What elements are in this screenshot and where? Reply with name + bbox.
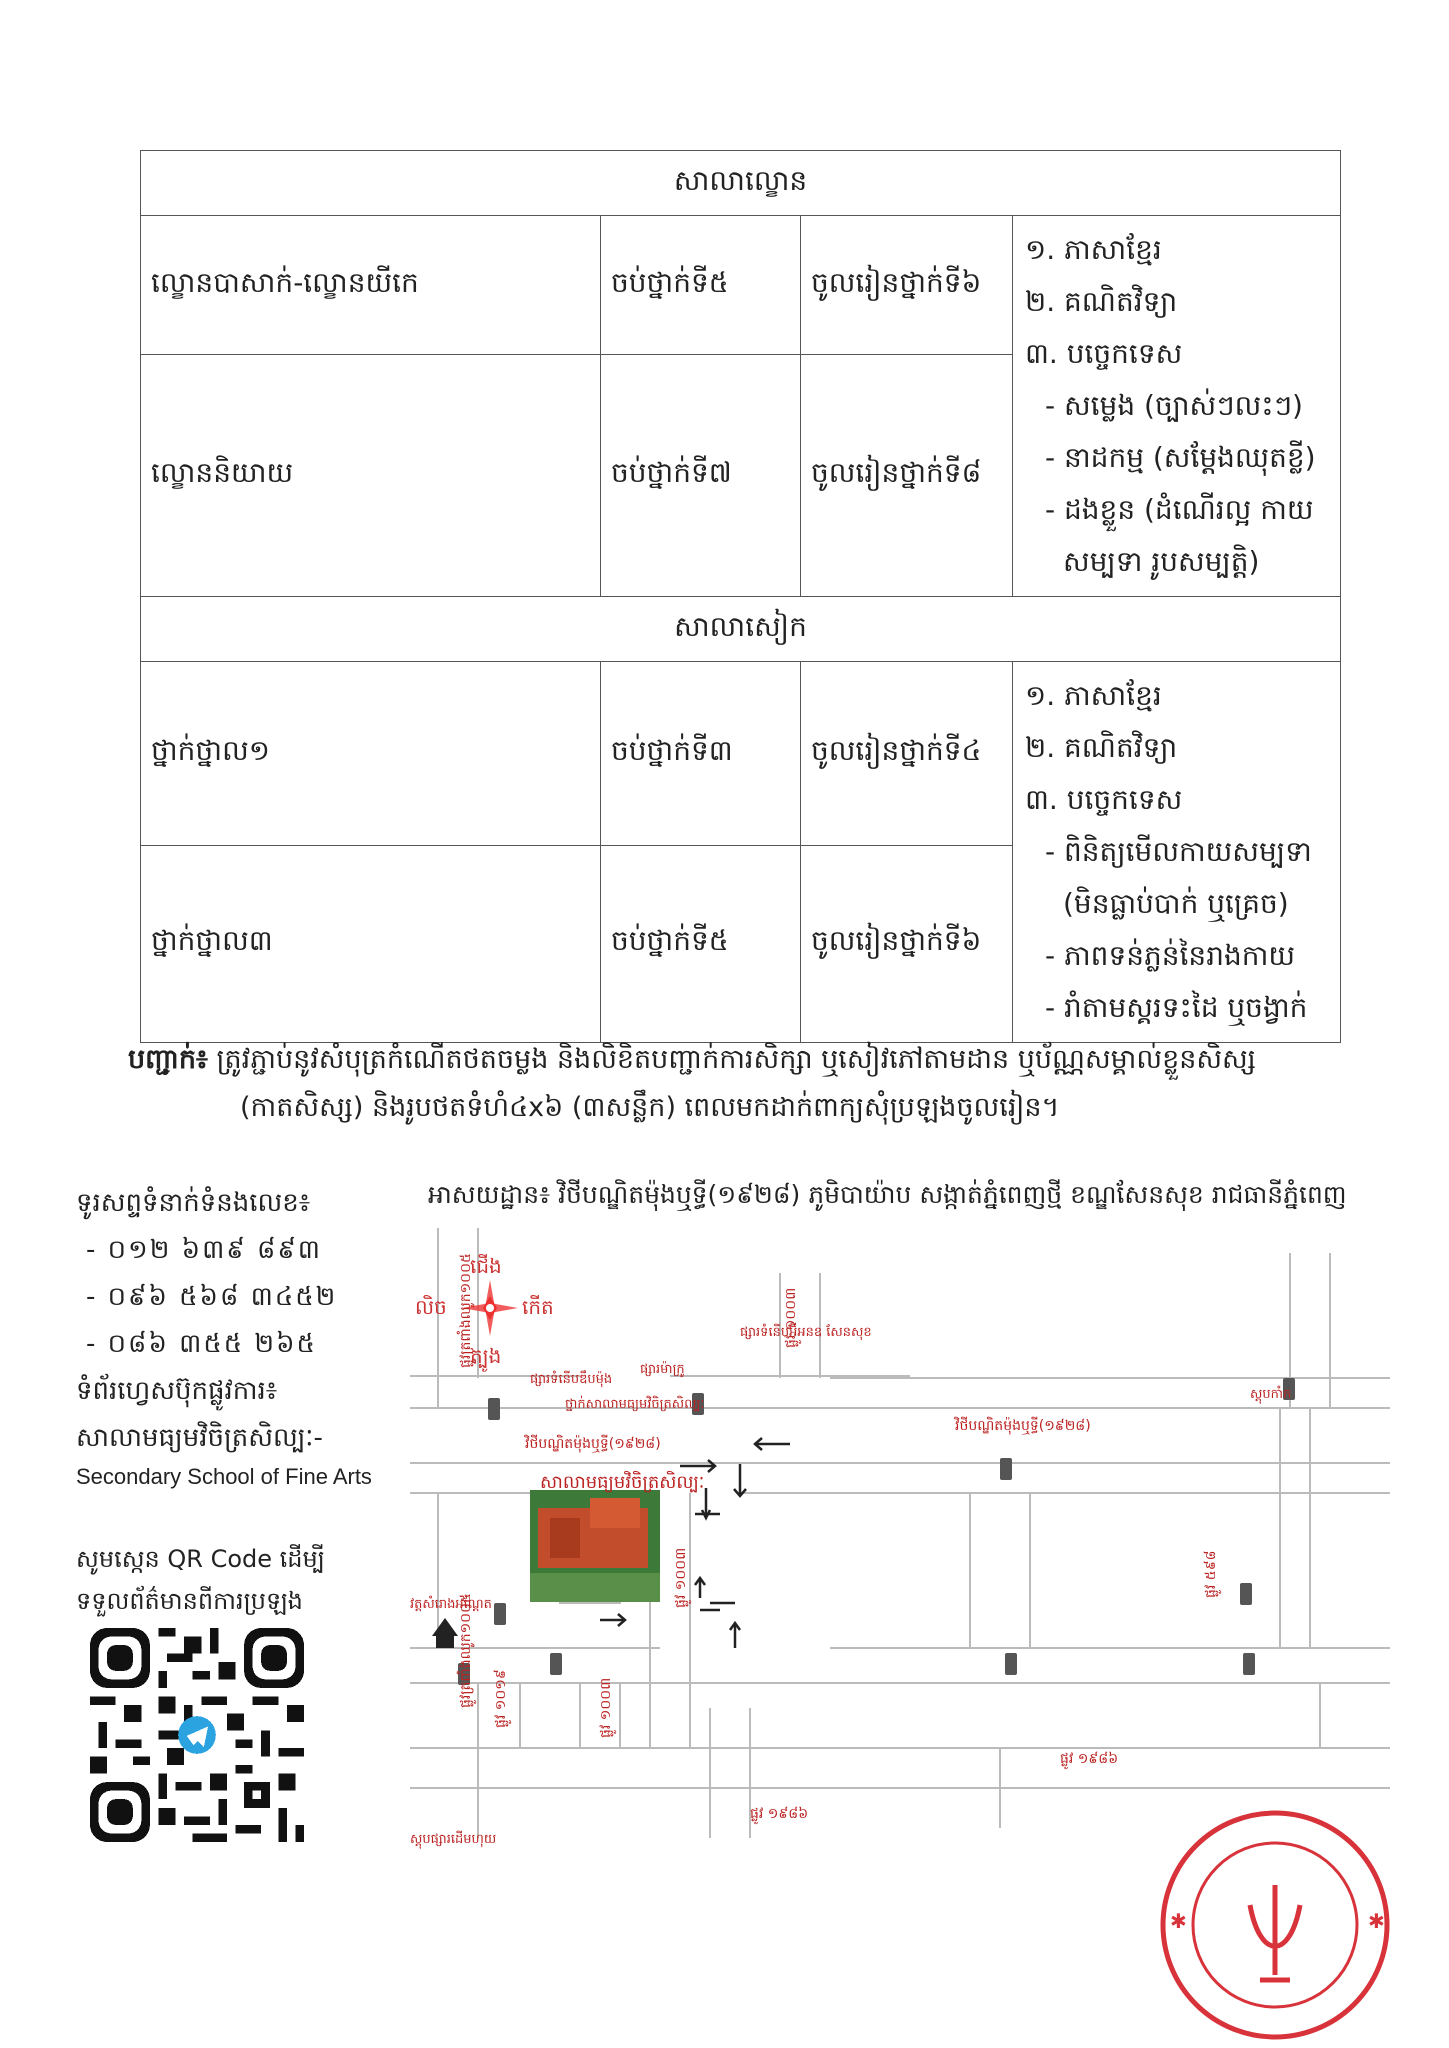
market-label: ផ្សារម៉ាក្រូ <box>640 1362 685 1377</box>
finished-grade: ចប់ថ្នាក់ទី៣ <box>601 662 801 846</box>
req-item: ២. គណិតវិទ្យា <box>1025 285 1178 318</box>
note-line-2: (កាតសិស្ស) និងរូបថតទំហំ៤x៦ (៣សន្លឹក) ពេលមកដាក់ពាក្យសុំប្រឡងចូលរៀន។ <box>240 1092 1060 1123</box>
note-label: បញ្ជាក់៖ <box>128 1044 208 1075</box>
market-label: ផ្សារទំនើបអ៊ីអនឧ សែនសុខ <box>740 1325 872 1340</box>
note <box>128 1036 1348 1132</box>
road-label: ផ្លូវ ១០០៣ <box>598 1677 614 1738</box>
req-item: ៣. បច្ចេកទេស <box>1025 337 1183 370</box>
requirements-circus <box>1013 662 1341 1043</box>
facebook-name-kh: សាលាមធ្យមវិចិត្រសិល្បៈ- <box>76 1423 323 1453</box>
enter-grade: ចូលរៀនថ្នាក់ទី៨ <box>801 355 1013 597</box>
road-label: ផ្លូវ ១០០៣ <box>783 1287 799 1348</box>
program-name: ល្ខោននិយាយ <box>141 355 601 597</box>
req-item: - រាំតាមស្គរទះដៃ ឬចង្វាក់ <box>1045 991 1308 1024</box>
req-item: ២. គណិតវិទ្យា <box>1025 731 1178 764</box>
requirements-theatre <box>1013 216 1341 597</box>
road-label: ផ្លូវ ១៩៨៦ <box>1060 1751 1119 1767</box>
contact-block <box>76 1180 372 1492</box>
section-title-theatre: សាលាល្ខោន <box>141 151 1341 216</box>
roundabout-label: ស្តុបកាំក <box>1250 1387 1292 1402</box>
program-name: ល្ខោនបាសាក់-ល្ខោនយីកេ <box>141 216 601 355</box>
compass-east: កើត <box>522 1295 554 1319</box>
address: អាសយដ្ឋាន៖ វិថីបណ្ឌិតម៉ុងឬទ្ធី(១៩២៨) ភូមិបាយ៉ាប សង្កាត់ភ្នំពេញថ្មី ខណ្ឌសែនសុខ រាជធានីភ្នំពេញ <box>428 1180 1347 1209</box>
finished-grade: ចប់ថ្នាក់ទី៧ <box>601 355 801 597</box>
exam-requirements-table <box>140 150 1341 1043</box>
compass-south: ត្បូង <box>470 1344 502 1368</box>
pagoda-icon <box>432 1618 458 1636</box>
pagoda-label: វត្តសំរោងអណ្ដែត <box>410 1597 492 1612</box>
phone-number: - ០៨៦ ៣៥៥ ២៦៥ <box>86 1329 317 1359</box>
section-title-circus: សាលាសៀក <box>141 597 1341 662</box>
road-label: ផ្លូវត្រពាំងឈូក១០០៥ <box>458 1253 474 1368</box>
road-label: វិថីបណ្ឌិតម៉ុងឬទ្ធី(១៩២៨) <box>525 1436 661 1452</box>
req-item: សម្បទា រូបសម្បត្តិ) <box>1063 545 1260 578</box>
market-label: ផ្សារទំនើបឌឹបម៉ុង <box>530 1372 613 1387</box>
enter-grade: ចូលរៀនថ្នាក់ទី៦ <box>801 216 1013 355</box>
req-item: (មិនធ្លាប់បាក់ ឬគ្រេច) <box>1063 887 1289 920</box>
req-item: - ពិនិត្យមើលកាយសម្បទា <box>1045 835 1312 868</box>
finished-grade: ចប់ថ្នាក់ទី៥ <box>601 216 801 355</box>
school-building-image <box>530 1490 660 1602</box>
req-item: ១. ភាសាខ្មែរ <box>1025 679 1162 712</box>
road-label: ផ្លូវ ៥៩៨ <box>1203 1550 1219 1598</box>
req-item: ១. ភាសាខ្មែរ <box>1025 233 1162 266</box>
road-label: ផ្លូវ ១០១៩ <box>493 1669 509 1728</box>
req-item: - ភាពទន់ភ្លន់នៃរាងកាយ <box>1045 939 1296 972</box>
enter-grade: ចូលរៀនថ្នាក់ទី៤ <box>801 662 1013 846</box>
compass-north: ជើង <box>470 1254 502 1278</box>
svg-text:✱: ✱ <box>1368 1909 1385 1933</box>
facebook-name-en: Secondary School of Fine Arts <box>76 1464 372 1489</box>
req-item: ៣. បច្ចេកទេស <box>1025 783 1183 816</box>
qr-caption-line-1: សូមស្កេន QR Code ដើម្បី <box>76 1545 325 1573</box>
req-item: - សម្លេង (ច្បាស់ៗលះៗ) <box>1045 389 1303 422</box>
finished-grade: ចប់ថ្នាក់ទី៥ <box>601 845 801 1042</box>
enter-grade: ចូលរៀនថ្នាក់ទី៦ <box>801 845 1013 1042</box>
qr-code[interactable] <box>90 1628 304 1842</box>
roundabout-label: ស្តុបផ្សារដើមហុយ <box>410 1832 497 1847</box>
facebook-title: ទំព័រហ្វេសប៊ុកផ្លូវការ៖ <box>76 1376 278 1406</box>
road-label: ផ្លូវ ១៩៨៦ <box>750 1806 809 1822</box>
road-label: វិថីបណ្ឌិតម៉ុងឬទ្ធី(១៩២៨) <box>955 1418 1091 1434</box>
phone-number: - ០១២ ៦៣៩ ៨៩៣ <box>86 1235 323 1265</box>
svg-text:✱: ✱ <box>1170 1909 1187 1933</box>
note-line-1: ត្រូវភ្ជាប់នូវសំបុត្រកំណើតថតចម្លង និងលិខិតបញ្ជាក់ការសិក្សា ឬសៀវភៅតាមដាន ឬប័ណ្ណសម្គាល់ខ្លួនសិស្ស <box>216 1044 1256 1075</box>
road-label: ផ្លូវ ១០០៣ <box>673 1547 689 1608</box>
road-label: ផ្លូវត្រពាំងឈូក១០០៥ <box>458 1593 474 1708</box>
req-item: - ដងខ្លួន (ដំណើរល្អ កាយ <box>1045 493 1314 526</box>
school2-label: ថ្នាក់សាលាមធ្យមវិចិត្រសិល្បៈ <box>565 1397 705 1412</box>
qr-caption <box>76 1538 325 1622</box>
contact-title: ទូរសព្ទទំនាក់ទំនងលេខ៖ <box>76 1188 311 1218</box>
school-label: សាលាមធ្យមវិចិត្រសិល្បៈ <box>540 1472 705 1493</box>
req-item: - នាដកម្ម (សម្ដែងឈុតខ្លី) <box>1045 441 1316 474</box>
qr-caption-line-2: ទទួលព័ត៌មានពីការប្រឡង <box>76 1587 303 1615</box>
program-name: ថ្នាក់ថ្នាល៣ <box>141 845 601 1042</box>
phone-number: - ០៩៦ ៥៦៨ ៣៤៥២ <box>86 1282 338 1312</box>
compass-west: លិច <box>415 1295 447 1319</box>
program-name: ថ្នាក់ថ្នាល១ <box>141 662 601 846</box>
official-seal <box>1140 1790 1410 2040</box>
